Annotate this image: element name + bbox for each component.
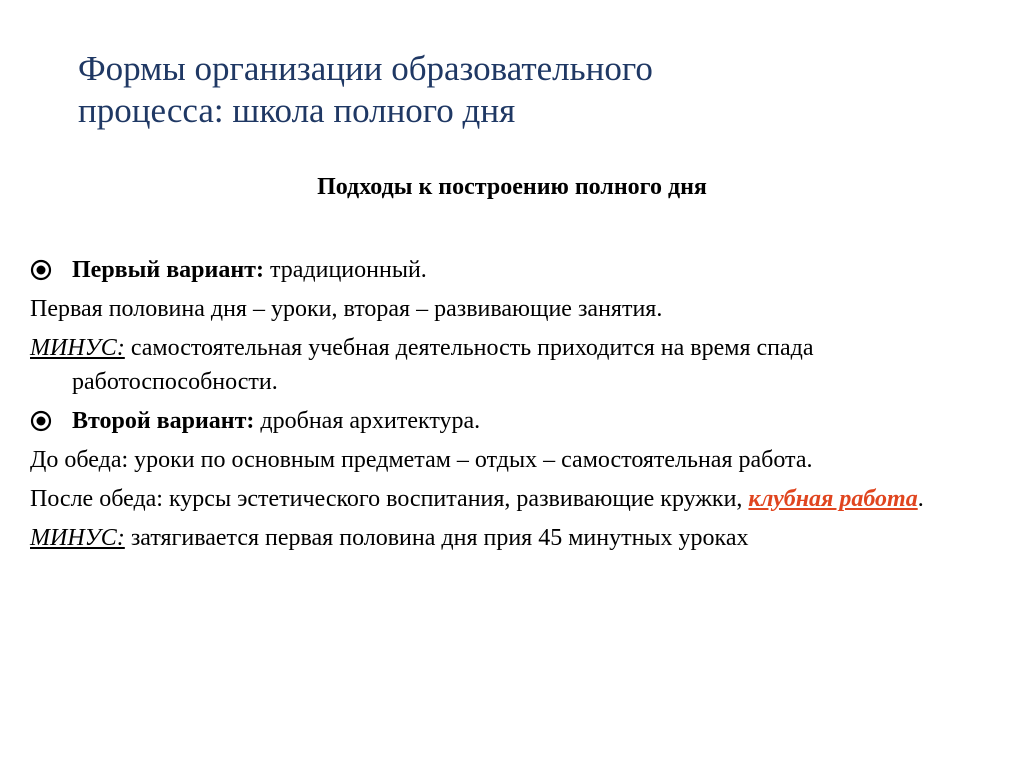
- radio-bullet-icon: [30, 259, 52, 281]
- variant-2-before-lunch: До обеда: уроки по основным предметам – отдых – самостоятельная работа.: [30, 447, 813, 473]
- variant-2-text: дробная архитектура.: [254, 408, 481, 434]
- variant-2-after-lunch: [30, 482, 990, 516]
- section-heading: Подходы к построению полного дня: [317, 174, 707, 200]
- variant-1-description: Первая половина дня – уроки, вторая – развивающие занятия.: [30, 296, 663, 322]
- slide-title-line-2: процесса: школа полного дня: [78, 91, 516, 130]
- variant-2-minus-label: МИНУС:: [30, 525, 125, 551]
- variant-2-label: Второй вариант:: [72, 408, 255, 434]
- variant-2-minus-text: затягивается первая половина дня прия 45 минутных уроках: [124, 525, 749, 551]
- variant-2-after-lunch-end: .: [917, 486, 924, 512]
- variant-1-minus-label: МИНУС:: [30, 335, 125, 361]
- variant-2-item: [30, 404, 990, 438]
- slide-body: [30, 253, 990, 560]
- variant-1-text: традиционный.: [263, 257, 427, 283]
- variant-2-after-lunch-text: После обеда: курсы эстетического воспитания, развивающие кружки,: [30, 486, 749, 512]
- variant-1-minus: [30, 331, 990, 399]
- variant-2-minus: [30, 521, 990, 555]
- slide-title-line-1: Формы организации образовательного: [78, 49, 653, 88]
- slide-title: [78, 48, 978, 132]
- radio-bullet-icon: [30, 410, 52, 432]
- variant-1-minus-text: самостоятельная учебная деятельность приходится на время спада работоспособности.: [72, 335, 814, 395]
- variant-1-item: [30, 253, 990, 287]
- variant-1-label: Первый вариант:: [72, 257, 264, 283]
- club-work-link[interactable]: клубная работа: [748, 486, 918, 512]
